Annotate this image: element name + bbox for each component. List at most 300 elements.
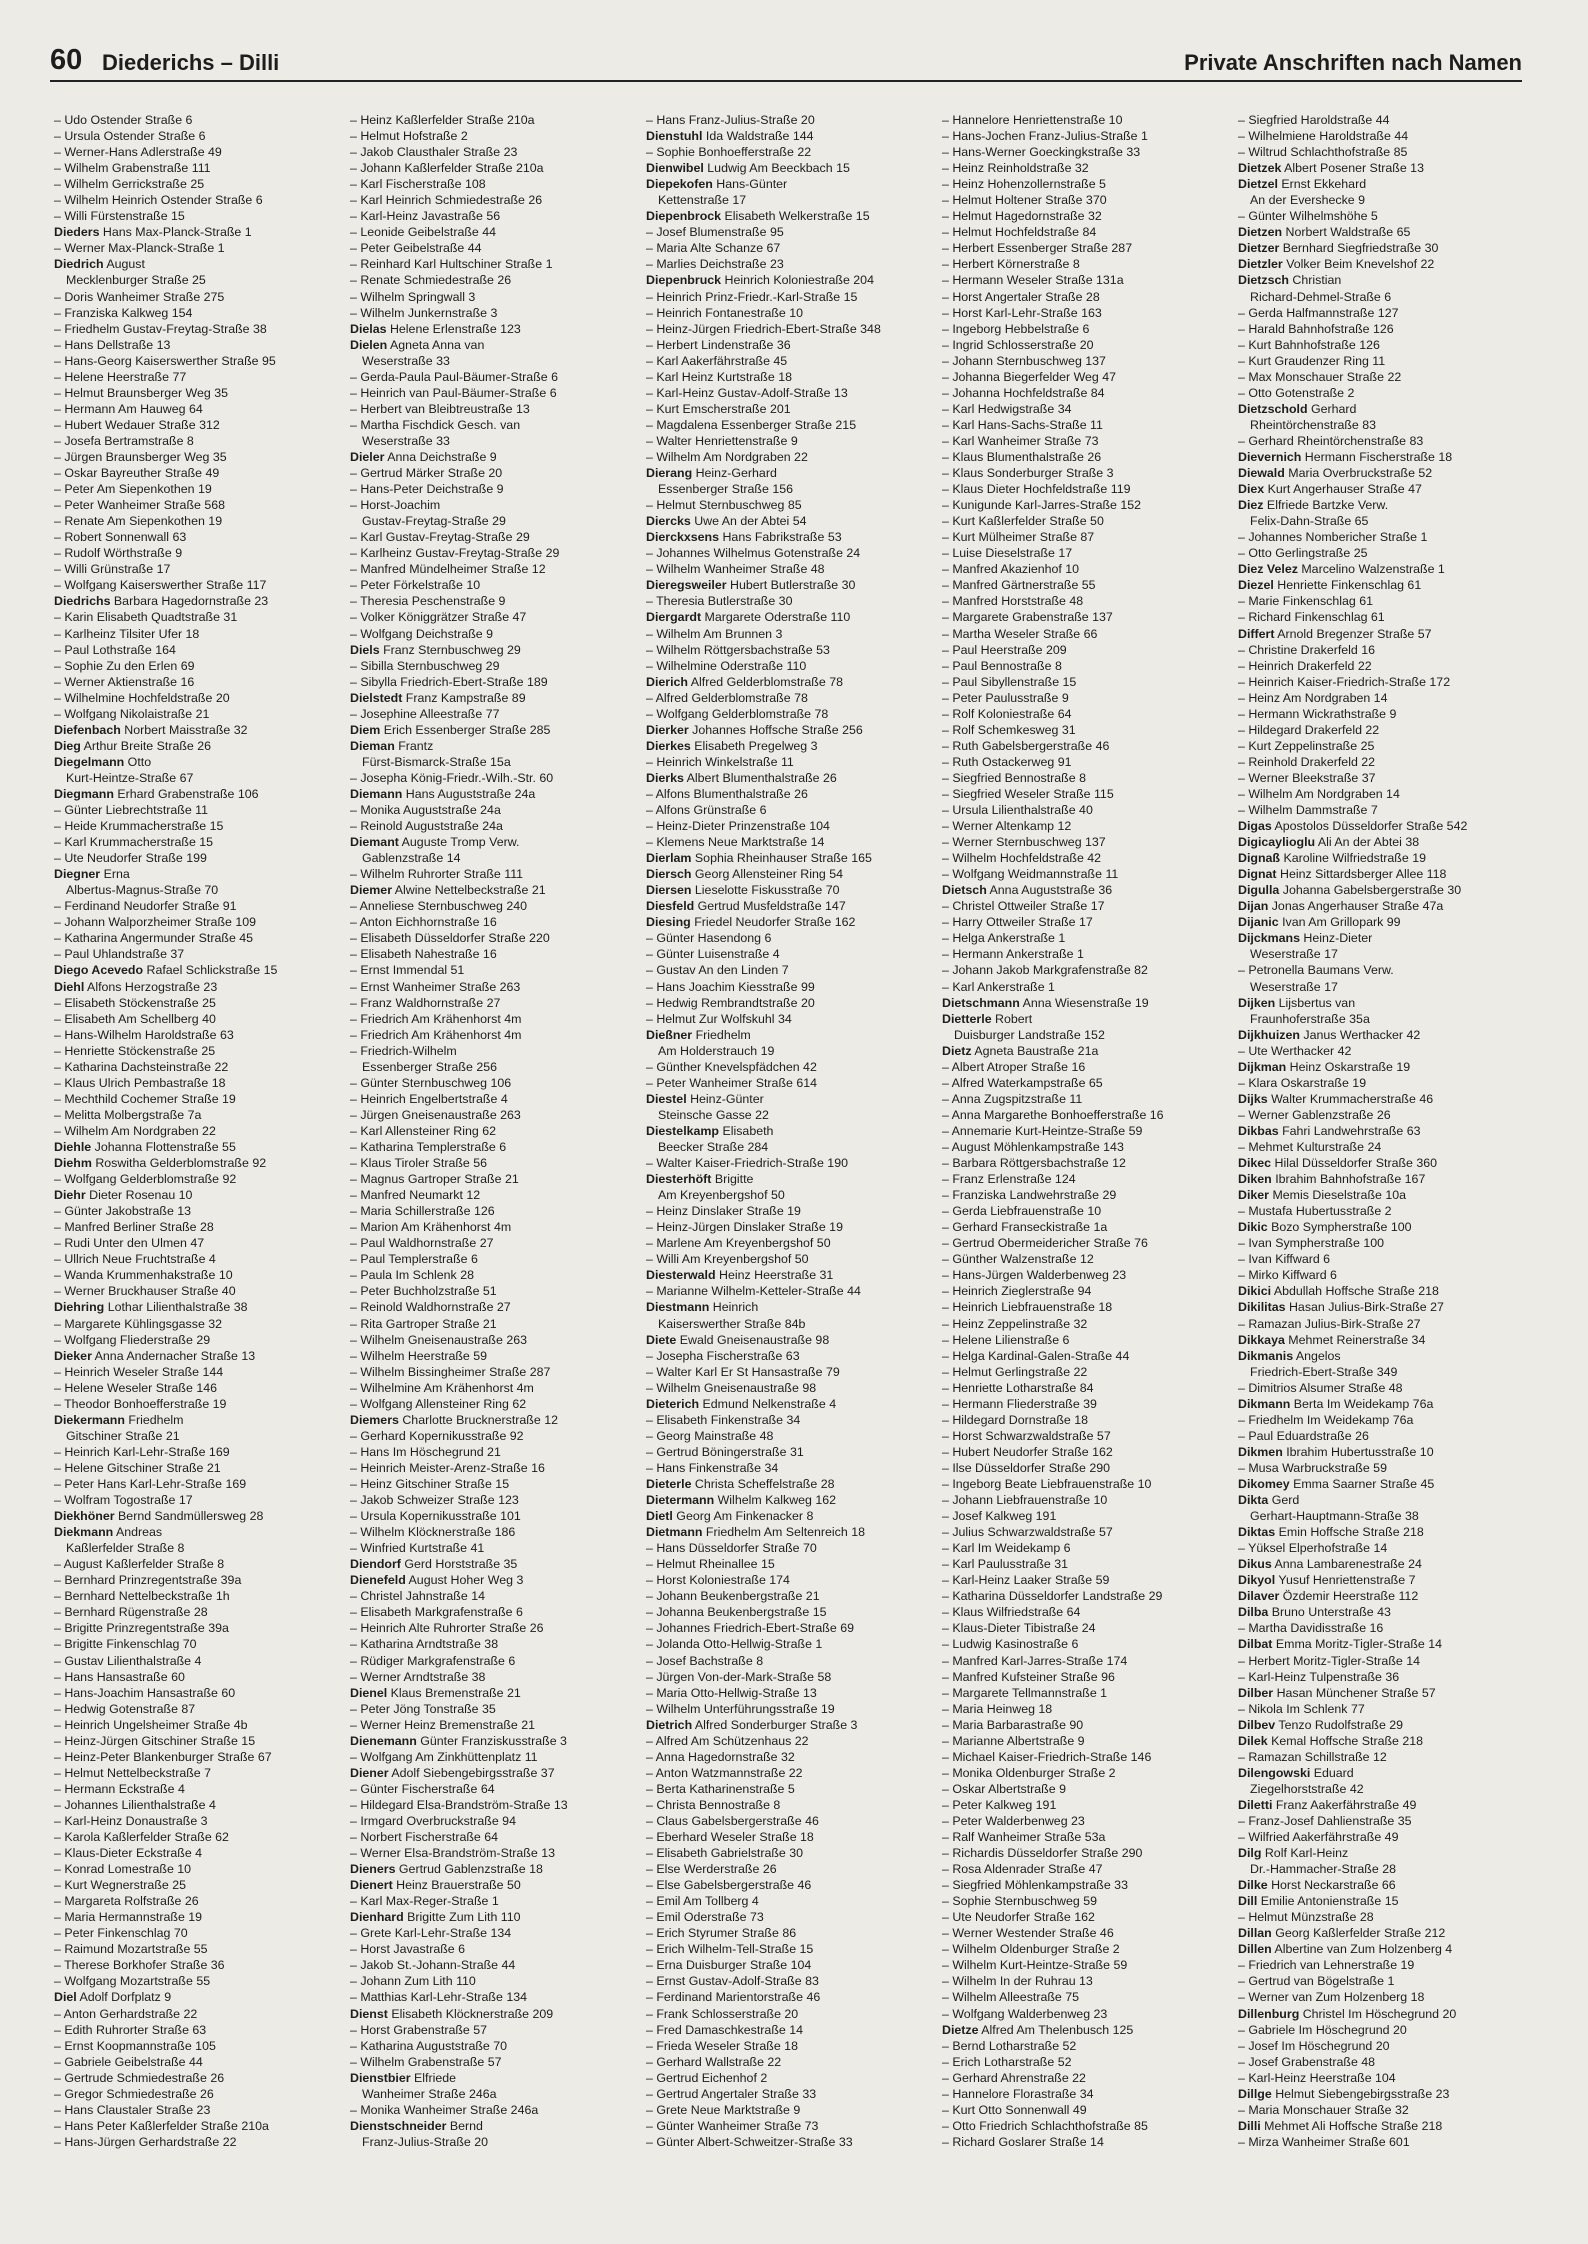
directory-entry: Diesterhöft Brigitte [646, 1172, 754, 1187]
directory-entry: – Karl-Heinz Heerstraße 104 [1238, 2070, 1396, 2085]
directory-entry: – Johann Zum Lith 110 [350, 1974, 476, 1989]
directory-entry: – Karl Heinz Kurtstraße 18 [646, 369, 792, 384]
directory-entry: Diekmann Andreas [54, 1525, 163, 1540]
directory-entry: – Willi Am Kreyenbergshof 50 [646, 1252, 809, 1267]
directory-entry: Digulla Johanna Gabelsbergerstraße 30 [1238, 883, 1462, 898]
directory-entry: – Wilhelm Gneisenaustraße 98 [646, 1380, 817, 1395]
directory-entry: Dieman Frantz [350, 738, 434, 753]
directory-entry: – Heinrich Ungelsheimer Straße 4b [54, 1717, 248, 1732]
directory-entry: – Wolfgang Nikolaistraße 21 [54, 706, 210, 721]
directory-entry: – Johann Beukenbergstraße 21 [646, 1589, 820, 1604]
directory-entry: – Erich Lotharstraße 52 [942, 2054, 1072, 2069]
column-2 [350, 112, 646, 2222]
directory-entry: – Klaus Ulrich Pembastraße 18 [54, 1075, 226, 1090]
directory-entry: – Hermann Eckstraße 4 [54, 1781, 185, 1796]
directory-entry: Gustav-Freytag-Straße 29 [362, 514, 506, 529]
directory-entry: – Wilhelm Am Brunnen 3 [646, 626, 783, 641]
directory-entry: Dilke Horst Neckarstraße 66 [1238, 1878, 1396, 1893]
directory-entry: – Peter Am Siepenkothen 19 [54, 482, 212, 497]
directory-entry: Diedrichs Barbara Hagedornstraße 23 [54, 594, 269, 609]
directory-entry: Dietze Alfred Am Thelenbusch 125 [942, 2022, 1134, 2037]
directory-entry: – Gerhard Wallstraße 22 [646, 2054, 782, 2069]
directory-entry: – Richard Goslarer Straße 14 [942, 2134, 1104, 2149]
directory-entry: – Ursula Lilienthalstraße 40 [942, 803, 1093, 818]
directory-entry: – Ferdinand Neudorfer Straße 91 [54, 899, 237, 914]
directory-entry: – Anton Watzmannstraße 22 [646, 1765, 803, 1780]
directory-entry: – Heinz-Jürgen Dinslaker Straße 19 [646, 1220, 843, 1235]
directory-entry: – Walter Kaiser-Friedrich-Straße 190 [646, 1156, 848, 1171]
directory-entry: – Monika Wanheimer Straße 246a [350, 2102, 539, 2117]
directory-entry: – Elisabeth Gabrielstraße 30 [646, 1846, 804, 1861]
directory-entry: – Josefa Bertramstraße 8 [54, 433, 194, 448]
directory-entry: – Heinrich Winkelstraße 11 [646, 754, 794, 769]
directory-entry: – Josef Blumenstraße 95 [646, 225, 784, 240]
directory-entry: – Volker Königgrätzer Straße 47 [350, 610, 527, 625]
directory-entry: – Gertrud Eichenhof 2 [646, 2070, 768, 2085]
directory-entry: – Wilhelm Springwall 3 [350, 289, 476, 304]
directory-entry: Diemant Auguste Tromp Verw. [350, 835, 520, 850]
directory-entry: – Karin Elisabeth Quadtstraße 31 [54, 610, 238, 625]
directory-entry: – Hans-Georg Kaiserswerther Straße 95 [54, 353, 276, 368]
directory-entry: – Doris Wanheimer Straße 275 [54, 289, 225, 304]
page-number: 60 [50, 44, 83, 76]
directory-entry: – Heinz Zeppelinstraße 32 [942, 1316, 1088, 1331]
directory-entry: – Helmut Braunsberger Weg 35 [54, 385, 229, 400]
directory-entry: – Hans Joachim Kiesstraße 99 [646, 979, 815, 994]
directory-entry: – Helene Weseler Straße 146 [54, 1380, 218, 1395]
directory-entry: – Karl-Heinz Javastraße 56 [350, 209, 501, 224]
directory-entry: Dijkhuizen Janus Werthacker 42 [1238, 1027, 1421, 1042]
directory-entry: – Konrad Lomestraße 10 [54, 1862, 192, 1877]
directory-entry: – Karlheinz Gustav-Freytag-Straße 29 [350, 546, 560, 561]
directory-entry: – Hedwig Gotenstraße 87 [54, 1701, 196, 1716]
directory-entry: – Max Monschauer Straße 22 [1238, 369, 1402, 384]
directory-entry: Dietzen Norbert Waldstraße 65 [1238, 225, 1411, 240]
directory-entry: Dietschmann Anna Wiesenstraße 19 [942, 995, 1149, 1010]
directory-entry: – Jürgen Braunsberger Weg 35 [54, 449, 227, 464]
directory-entry: – Rolf Schemkesweg 31 [942, 722, 1076, 737]
directory-entry: – Helmut Holtener Straße 370 [942, 193, 1107, 208]
directory-entry: – Rüdiger Markgrafenstraße 6 [350, 1653, 516, 1668]
directory-entry: – Wilhelm Am Nordgraben 22 [646, 449, 808, 464]
directory-entry: Diesing Friedel Neudorfer Straße 162 [646, 915, 856, 930]
directory-entry: – Karola Kaßlerfelder Straße 62 [54, 1830, 229, 1845]
directory-entry: – Ruth Gabelsbergerstraße 46 [942, 738, 1110, 753]
directory-entry: – Rolf Koloniestraße 64 [942, 706, 1072, 721]
directory-entry: Dierks Albert Blumenthalstraße 26 [646, 770, 837, 785]
directory-entry: Dikbas Fahri Landwehrstraße 63 [1238, 1123, 1421, 1138]
directory-entry: Dieders Hans Max-Planck-Straße 1 [54, 225, 252, 240]
directory-entry: – Karl Ankerstraße 1 [942, 979, 1055, 994]
directory-entry: Dillenburg Christel Im Höschegrund 20 [1238, 2006, 1457, 2021]
directory-entry: – Johann Liebfrauenstraße 10 [942, 1493, 1108, 1508]
directory-entry: Dilg Rolf Karl-Heinz [1238, 1846, 1349, 1861]
directory-entry: – Klaus-Dieter Tibistraße 24 [942, 1621, 1096, 1636]
directory-entry: Duisburger Landstraße 152 [954, 1027, 1105, 1042]
directory-entry: Diete Ewald Gneisenaustraße 98 [646, 1332, 830, 1347]
directory-entry: – Matthias Karl-Lehr-Straße 134 [350, 1990, 527, 2005]
directory-entry: – Erich Styrumer Straße 86 [646, 1926, 797, 1941]
directory-entry: – Wilhelm Unterführungsstraße 19 [646, 1701, 835, 1716]
directory-entry: – Theresia Peschenstraße 9 [350, 594, 506, 609]
directory-entry: – Gertrud Märker Straße 20 [350, 466, 503, 481]
directory-entry: Dieterich Edmund Nelkenstraße 4 [646, 1396, 837, 1411]
directory-entry: – Alfred Gelderblomstraße 78 [646, 690, 808, 705]
directory-entry: Diepekofen Hans-Günter [646, 177, 788, 192]
directory-entry: – Sophie Sternbuschweg 59 [942, 1894, 1097, 1909]
directory-entry: – Paul Waldhornstraße 27 [350, 1236, 494, 1251]
directory-entry: – Johannes Wilhelmus Gotenstraße 24 [646, 546, 861, 561]
directory-entry: – Maria Schillerstraße 126 [350, 1204, 495, 1219]
directory-entry: – Siegfried Möhlenkampstraße 33 [942, 1878, 1128, 1893]
directory-entry: – Winfried Kurtstraße 41 [350, 1541, 485, 1556]
directory-entry: – Kunigunde Karl-Jarres-Straße 152 [942, 498, 1142, 513]
directory-entry: – Wilhelm Grabenstraße 111 [54, 161, 211, 176]
directory-entry: – Dimitrios Alsumer Straße 48 [1238, 1380, 1403, 1395]
directory-entry: – Wilhelm Bissingheimer Straße 287 [350, 1364, 551, 1379]
directory-entry: – Josef Bachstraße 8 [646, 1653, 764, 1668]
directory-entry: Dilba Bruno Unterstraße 43 [1238, 1605, 1391, 1620]
directory-entry: – Reinhold Drakerfeld 22 [1238, 754, 1376, 769]
directory-entry: Steinsche Gasse 22 [658, 1107, 769, 1122]
directory-entry: – Werner Aktienstraße 16 [54, 674, 195, 689]
directory-entry: – Günter Hasendong 6 [646, 931, 772, 946]
directory-entry: – Wolfgang Weidmannstraße 11 [942, 867, 1119, 882]
directory-entry: – Katharina Düsseldorfer Landstraße 29 [942, 1589, 1163, 1604]
directory-entry: – Hans-Joachim Hansastraße 60 [54, 1685, 236, 1700]
directory-entry: – Johannes Lilienthalstraße 4 [54, 1797, 216, 1812]
directory-entry: Dikkaya Mehmet Reinerstraße 34 [1238, 1332, 1426, 1347]
directory-entry: Dilek Kemal Hoffsche Straße 218 [1238, 1733, 1424, 1748]
directory-entry: – Horst Grabenstraße 57 [350, 2022, 488, 2037]
directory-entry: – Peter Wanheimer Straße 614 [646, 1075, 818, 1090]
directory-entry: – Renate Am Siepenkothen 19 [54, 514, 223, 529]
directory-entry: – Hermann Wickrathstraße 9 [1238, 706, 1397, 721]
directory-entry: – Karl-Heinz Laaker Straße 59 [942, 1573, 1110, 1588]
directory-entry: – Marion Am Krähenhorst 4m [350, 1220, 512, 1235]
directory-entry: – Josef Im Höschegrund 20 [1238, 2038, 1390, 2053]
directory-entry: – Günter Liebrechtstraße 11 [54, 803, 209, 818]
directory-entry: – Harry Ottweiler Straße 17 [942, 915, 1093, 930]
directory-entry: – Franziska Landwehrstraße 29 [942, 1188, 1117, 1203]
directory-entry: – Hans Peter Kaßlerfelder Straße 210a [54, 2118, 269, 2133]
directory-entry: Diekermann Friedhelm [54, 1412, 184, 1427]
directory-entry: – Kurt Graudenzer Ring 11 [1238, 353, 1386, 368]
directory-entry: Dienstuhl Ida Waldstraße 144 [646, 129, 814, 144]
directory-entry: – Wilhelm Klöcknerstraße 186 [350, 1525, 516, 1540]
directory-entry: – Heinz Gitschiner Straße 15 [350, 1476, 510, 1491]
directory-entry: Dijken Lijsbertus van [1238, 995, 1356, 1010]
directory-entry: – Gustav An den Linden 7 [646, 963, 789, 978]
directory-entry: Dienstbier Elfriede [350, 2070, 457, 2085]
directory-entry: – Jakob St.-Johann-Straße 44 [350, 1958, 516, 1973]
directory-entry: – Hans Im Höschegrund 21 [350, 1444, 501, 1459]
directory-entry: – Friedrich-Wilhelm [350, 1043, 457, 1058]
directory-entry: – Hermann Am Hauweg 64 [54, 401, 203, 416]
directory-entry: – Anna Margarethe Bonhoefferstraße 16 [942, 1107, 1164, 1122]
directory-entry: – Helga Ankerstraße 1 [942, 931, 1066, 946]
directory-entry: Diez Elfriede Bartzke Verw. [1238, 498, 1389, 513]
directory-entry: – Bernhard Prinzregentstraße 39a [54, 1573, 242, 1588]
directory-entry: – Elisabeth Am Schellberg 40 [54, 1011, 216, 1026]
directory-entry: – Helmut Gerlingstraße 22 [942, 1364, 1088, 1379]
directory-entry: – Mechthild Cochemer Straße 19 [54, 1091, 236, 1106]
directory-entry: Diepenbruck Heinrich Koloniestraße 204 [646, 273, 874, 288]
directory-entry: – Wilhelm Röttgersbachstraße 53 [646, 642, 830, 657]
directory-entry: Dikmann Berta Im Weidekamp 76a [1238, 1396, 1434, 1411]
directory-entry: – Hannelore Henriettenstraße 10 [942, 113, 1123, 127]
directory-entry: Kaiserswerther Straße 84b [658, 1316, 806, 1331]
directory-entry: – Margarete Kühlingsgasse 32 [54, 1316, 223, 1331]
directory-entry: – Paul Lothstraße 164 [54, 642, 176, 657]
directory-entry: Diekhöner Bernd Sandmüllersweg 28 [54, 1509, 264, 1524]
directory-entry: – Rudolf Wörthstraße 9 [54, 546, 183, 561]
directory-entry: – Otto Gerlingstraße 25 [1238, 546, 1368, 561]
directory-entry: Dieg Arthur Breite Straße 26 [54, 738, 212, 753]
directory-entry: – Ursula Kopernikusstraße 101 [350, 1509, 521, 1524]
directory-entry: – Heinrich Zieglerstraße 94 [942, 1284, 1092, 1299]
directory-entry: – Manfred Neumarkt 12 [350, 1188, 481, 1203]
directory-entry: Franz-Julius-Straße 20 [362, 2134, 489, 2149]
directory-entry: – Else Werderstraße 26 [646, 1862, 777, 1877]
directory-entry: – Annemarie Kurt-Heintze-Straße 59 [942, 1123, 1143, 1138]
directory-entry: – Alfred Am Schützenhaus 22 [646, 1733, 809, 1748]
directory-entry: Dignaß Karoline Wilfriedstraße 19 [1238, 851, 1426, 866]
directory-entry: – Johannes Nombericher Straße 1 [1238, 530, 1428, 545]
directory-entry: – Renate Schmiedestraße 26 [350, 273, 512, 288]
directory-entry: – Otto Gotenstraße 2 [1238, 385, 1355, 400]
directory-entry: – Gertrude Schmiedestraße 26 [54, 2070, 225, 2085]
directory-entry: – Wilhelm Gneisenaustraße 263 [350, 1332, 527, 1347]
directory-entry: – Horst Schwarzwaldstraße 57 [942, 1428, 1111, 1443]
directory-entry: – Raimund Mozartstraße 55 [54, 1942, 208, 1957]
directory-entry: – Ullrich Neue Fruchtstraße 4 [54, 1252, 216, 1267]
directory-entry: – Siegfried Bennostraße 8 [942, 770, 1086, 785]
directory-entry: Dierkes Elisabeth Pregelweg 3 [646, 738, 818, 753]
directory-entry: – Elisabeth Stöckenstraße 25 [54, 995, 216, 1010]
directory-entry: – Hildegard Drakerfeld 22 [1238, 722, 1380, 737]
directory-entry: – Johanna Hochfeldstraße 84 [942, 385, 1105, 400]
directory-entry: Kettenstraße 17 [658, 193, 747, 208]
directory-entry: Dijks Walter Krummacherstraße 46 [1238, 1091, 1434, 1106]
directory-entry: – Albert Atroper Straße 16 [942, 1059, 1086, 1074]
directory-entry: – Eberhard Weseler Straße 18 [646, 1830, 814, 1845]
directory-entry: Dilaver Özdemir Heerstraße 112 [1238, 1589, 1419, 1604]
directory-entry: – Johannes Friedrich-Ebert-Straße 69 [646, 1621, 854, 1636]
directory-entry: Dienhard Brigitte Zum Lith 110 [350, 1910, 521, 1925]
directory-entry: – Theresia Butlerstraße 30 [646, 594, 793, 609]
directory-entry: – Heinrich van Paul-Bäumer-Straße 6 [350, 385, 557, 400]
directory-entry: – Werner Sternbuschweg 137 [942, 835, 1106, 850]
directory-entry: Diktas Emin Hoffsche Straße 218 [1238, 1525, 1424, 1540]
directory-entry: – Johanna Beukenbergstraße 15 [646, 1605, 827, 1620]
directory-entry: – Hans-Jürgen Gerhardstraße 22 [54, 2134, 237, 2149]
directory-entry: – Peter Kalkweg 191 [942, 1797, 1057, 1812]
directory-entry: – Michael Kaiser-Friedrich-Straße 146 [942, 1749, 1152, 1764]
directory-entry: – Heide Krummacherstraße 15 [54, 819, 224, 834]
directory-entry: Dielen Agneta Anna van [350, 337, 485, 352]
directory-entry: – Otto Friedrich Schlachthofstraße 85 [942, 2118, 1148, 2133]
directory-entry: – Hannelore Florastraße 34 [942, 2086, 1094, 2101]
directory-entry: Rheintörchenstraße 83 [1250, 417, 1377, 432]
directory-entry: – Werner Elsa-Brandström-Straße 13 [350, 1846, 555, 1861]
directory-entry: – Ernst Wanheimer Straße 263 [350, 979, 521, 994]
directory-entry: – Mirza Wanheimer Straße 601 [1238, 2134, 1410, 2149]
directory-entry: Diercks Uwe An der Abtei 54 [646, 514, 807, 529]
directory-entry: Dietz Agneta Baustraße 21a [942, 1043, 1099, 1058]
directory-entry: Kurt-Heintze-Straße 67 [66, 770, 194, 785]
directory-entry: – Gerda-Paula Paul-Bäumer-Straße 6 [350, 369, 558, 384]
directory-entry: – Katharina Dachsteinstraße 22 [54, 1059, 229, 1074]
directory-entry: – Richardis Düsseldorfer Straße 290 [942, 1846, 1143, 1861]
directory-entry: – Barbara Röttgersbachstraße 12 [942, 1156, 1126, 1171]
directory-entry: – Wilhelm Dammstraße 7 [1238, 803, 1378, 818]
directory-entry: – Karl Hedwigstraße 34 [942, 401, 1072, 416]
directory-entry: – Martha Davidisstraße 16 [1238, 1621, 1384, 1636]
directory-entry: – Rudi Unter den Ulmen 47 [54, 1236, 205, 1251]
directory-entry: – Gabriele Geibelstraße 44 [54, 2054, 203, 2069]
directory-entry: – Alfons Grünstraße 6 [646, 803, 767, 818]
directory-entry: – Leonide Geibelstraße 44 [350, 225, 497, 240]
column-3 [646, 112, 942, 2222]
directory-entry: Diersen Lieselotte Fiskusstraße 70 [646, 883, 840, 898]
directory-entry: Dieners Gertrud Gablenzstraße 18 [350, 1862, 543, 1877]
directory-entry: – Horst Javastraße 6 [350, 1942, 466, 1957]
directory-entry: Mecklenburger Straße 25 [66, 273, 206, 288]
directory-entry: Dienwibel Ludwig Am Beeckbach 15 [646, 161, 850, 176]
directory-entry: – Gertrud Böningerstraße 31 [646, 1444, 804, 1459]
column-4 [942, 112, 1238, 2222]
directory-entry: – Heinrich Engelbertstraße 4 [350, 1091, 508, 1106]
directory-entry: – Ursula Ostender Straße 6 [54, 129, 206, 144]
directory-entry: – Werner Bruckhauser Straße 40 [54, 1284, 236, 1299]
directory-entry: Richard-Dehmel-Straße 6 [1250, 289, 1392, 304]
directory-entry: – Siegfried Haroldstraße 44 [1238, 113, 1390, 127]
directory-entry: – Katharina Templerstraße 6 [350, 1140, 507, 1154]
directory-entry: Diestel Heinz-Günter [646, 1091, 764, 1106]
directory-entry: Diener Adolf Siebengebirgsstraße 37 [350, 1765, 555, 1780]
directory-entry: – Heinrich Alte Ruhrorter Straße 26 [350, 1621, 544, 1636]
directory-entry: – Ramazan Julius-Birk-Straße 27 [1238, 1316, 1421, 1331]
directory-entry: – Ute Neudorfer Straße 162 [942, 1910, 1095, 1925]
directory-entry: – Gertrud Obermeidericher Straße 76 [942, 1236, 1148, 1251]
directory-entry: Weserstraße 33 [362, 433, 450, 448]
directory-entry: – Norbert Fischerstraße 64 [350, 1830, 499, 1845]
directory-entry: Dienefeld August Hoher Weg 3 [350, 1573, 524, 1588]
directory-entry: – Bernhard Nettelbeckstraße 1h [54, 1589, 230, 1604]
directory-entry: – Helmut Hochfeldstraße 84 [942, 225, 1097, 240]
directory-entry: – Gerda Liebfrauenstraße 10 [942, 1204, 1102, 1219]
directory-entry: – Kurt Kaßlerfelder Straße 50 [942, 514, 1104, 529]
directory-entry: Dilbat Emma Moritz-Tigler-Straße 14 [1238, 1637, 1443, 1652]
directory-entry: Kaßlerfelder Straße 8 [66, 1541, 185, 1556]
directory-entry: – Werner Altenkamp 12 [942, 819, 1072, 834]
directory-entry: – Paul Sibyllenstraße 15 [942, 674, 1077, 689]
directory-entry: Essenberger Straße 156 [658, 482, 793, 497]
directory-entry: Dietterle Robert [942, 1011, 1033, 1026]
directory-entry: – Therese Borkhofer Straße 36 [54, 1958, 225, 1973]
directory-entry: – Bernhard Rügenstraße 28 [54, 1605, 208, 1620]
directory-entry: – Marianne Albertstraße 9 [942, 1733, 1085, 1748]
directory-entry: – Robert Sonnenwall 63 [54, 530, 187, 545]
directory-entry: Diendorf Gerd Horststraße 35 [350, 1557, 518, 1572]
directory-entry: – Hildegard Dornstraße 18 [942, 1412, 1089, 1427]
directory-entry: – Elisabeth Düsseldorfer Straße 220 [350, 931, 550, 946]
directory-entry: – Wilhelm Gerrickstraße 25 [54, 177, 205, 192]
directory-entry: – Hans-Jochen Franz-Julius-Straße 1 [942, 129, 1148, 144]
directory-entry: – Claus Gabelsbergerstraße 46 [646, 1813, 819, 1828]
directory-entry: – Frank Schlosserstraße 20 [646, 2006, 799, 2021]
directory-entry: – Melitta Molbergstraße 7a [54, 1107, 202, 1122]
directory-entry: – Helene Heerstraße 77 [54, 369, 187, 384]
directory-entry: – Peter Finkenschlag 70 [54, 1926, 188, 1941]
directory-entry: Diehr Dieter Rosenau 10 [54, 1188, 193, 1203]
directory-entry: Friedrich-Ebert-Straße 349 [1250, 1364, 1398, 1379]
directory-entry: Diehm Roswitha Gelderblomstraße 92 [54, 1156, 267, 1171]
directory-entry: – Katharina Arndtstraße 38 [350, 1637, 499, 1652]
directory-entry: – Heinz-Peter Blankenburger Straße 67 [54, 1749, 272, 1764]
directory-entry: – Wolfgang Kaiserswerther Straße 117 [54, 578, 267, 593]
directory-entry: – Johann Walporzheimer Straße 109 [54, 915, 257, 930]
directory-entry: – Erich Wilhelm-Tell-Straße 15 [646, 1942, 814, 1957]
directory-entry: – Paul Templerstraße 6 [350, 1252, 478, 1267]
directory-entry: – Heinrich Prinz-Friedr.-Karl-Straße 15 [646, 289, 858, 304]
directory-entry: – Oskar Albertstraße 9 [942, 1781, 1066, 1796]
directory-entry: Dietmann Friedhelm Am Seltenreich 18 [646, 1525, 865, 1540]
directory-entry: – Wilhelm Am Nordgraben 22 [54, 1123, 216, 1138]
directory-entry: Wanheimer Straße 246a [362, 2086, 497, 2101]
directory-entry: – Ralf Wanheimer Straße 53a [942, 1830, 1106, 1845]
directory-entry: – Jürgen Von-der-Mark-Straße 58 [646, 1669, 832, 1684]
directory-entry: – Wilhelm Hochfeldstraße 42 [942, 851, 1102, 866]
directory-entry: – Manfred Mündelheimer Straße 12 [350, 562, 546, 577]
directory-entry: – Günter Sternbuschweg 106 [350, 1075, 512, 1090]
directory-entry: – Karl-Heinz Gustav-Adolf-Straße 13 [646, 385, 848, 400]
directory-entry: Dietrich Alfred Sonderburger Straße 3 [646, 1717, 858, 1732]
directory-entry: – Wilhelm Kurt-Heintze-Straße 59 [942, 1958, 1128, 1973]
directory-entry: Diego Acevedo Rafael Schlickstraße 15 [54, 963, 278, 978]
directory-entry: – Hildegard Elsa-Brandström-Straße 13 [350, 1797, 568, 1812]
directory-entry: – Elisabeth Markgrafenstraße 6 [350, 1605, 523, 1620]
directory-entry: – Sibylla Friedrich-Ebert-Straße 189 [350, 674, 548, 689]
directory-entry: – Hans-Peter Deichstraße 9 [350, 482, 504, 497]
directory-entry: Dienemann Günter Franziskusstraße 3 [350, 1733, 567, 1748]
directory-entry: – Magnus Gartroper Straße 21 [350, 1172, 519, 1187]
directory-entry: – Wolfgang Gelderblomstraße 92 [54, 1172, 237, 1187]
directory-entry: – Klaus Wilfriedstraße 64 [942, 1605, 1081, 1620]
directory-entry: Diemers Charlotte Brucknerstraße 12 [350, 1412, 558, 1427]
directory-entry: – Werner Max-Planck-Straße 1 [54, 241, 225, 256]
directory-entry: – Johann Kaßlerfelder Straße 210a [350, 161, 544, 176]
directory-entry: – Anna Hagedornstraße 32 [646, 1749, 795, 1764]
directory-entry: – Wolfgang Fliederstraße 29 [54, 1332, 211, 1347]
directory-entry: Dietzschold Gerhard [1238, 401, 1357, 416]
directory-entry: – Peter Buchholzstraße 51 [350, 1284, 497, 1299]
directory-entry: – Nikola Im Schlenk 77 [1238, 1701, 1365, 1716]
directory-entry: Diergardt Margarete Oderstraße 110 [646, 610, 851, 625]
directory-entry: – Werner van Zum Holzenberg 18 [1238, 1990, 1425, 2005]
directory-entry: – Klaus-Dieter Eckstraße 4 [54, 1846, 203, 1861]
directory-entry: Diels Franz Sternbuschweg 29 [350, 642, 521, 657]
directory-entry: – Reinold Auguststraße 24a [350, 819, 503, 834]
directory-entry: – Christel Jahnstraße 14 [350, 1589, 485, 1604]
directory-entry: – Herbert Essenberger Straße 287 [942, 241, 1133, 256]
directory-entry: – Karl Wanheimer Straße 73 [942, 433, 1099, 448]
directory-entry: – Marie Finkenschlag 61 [1238, 594, 1373, 609]
directory-entry: – Klaus Blumenthalstraße 26 [942, 449, 1102, 464]
directory-entry: – Brigitte Prinzregentstraße 39a [54, 1621, 229, 1636]
directory-entry: – Heinrich Kaiser-Friedrich-Straße 172 [1238, 674, 1451, 689]
